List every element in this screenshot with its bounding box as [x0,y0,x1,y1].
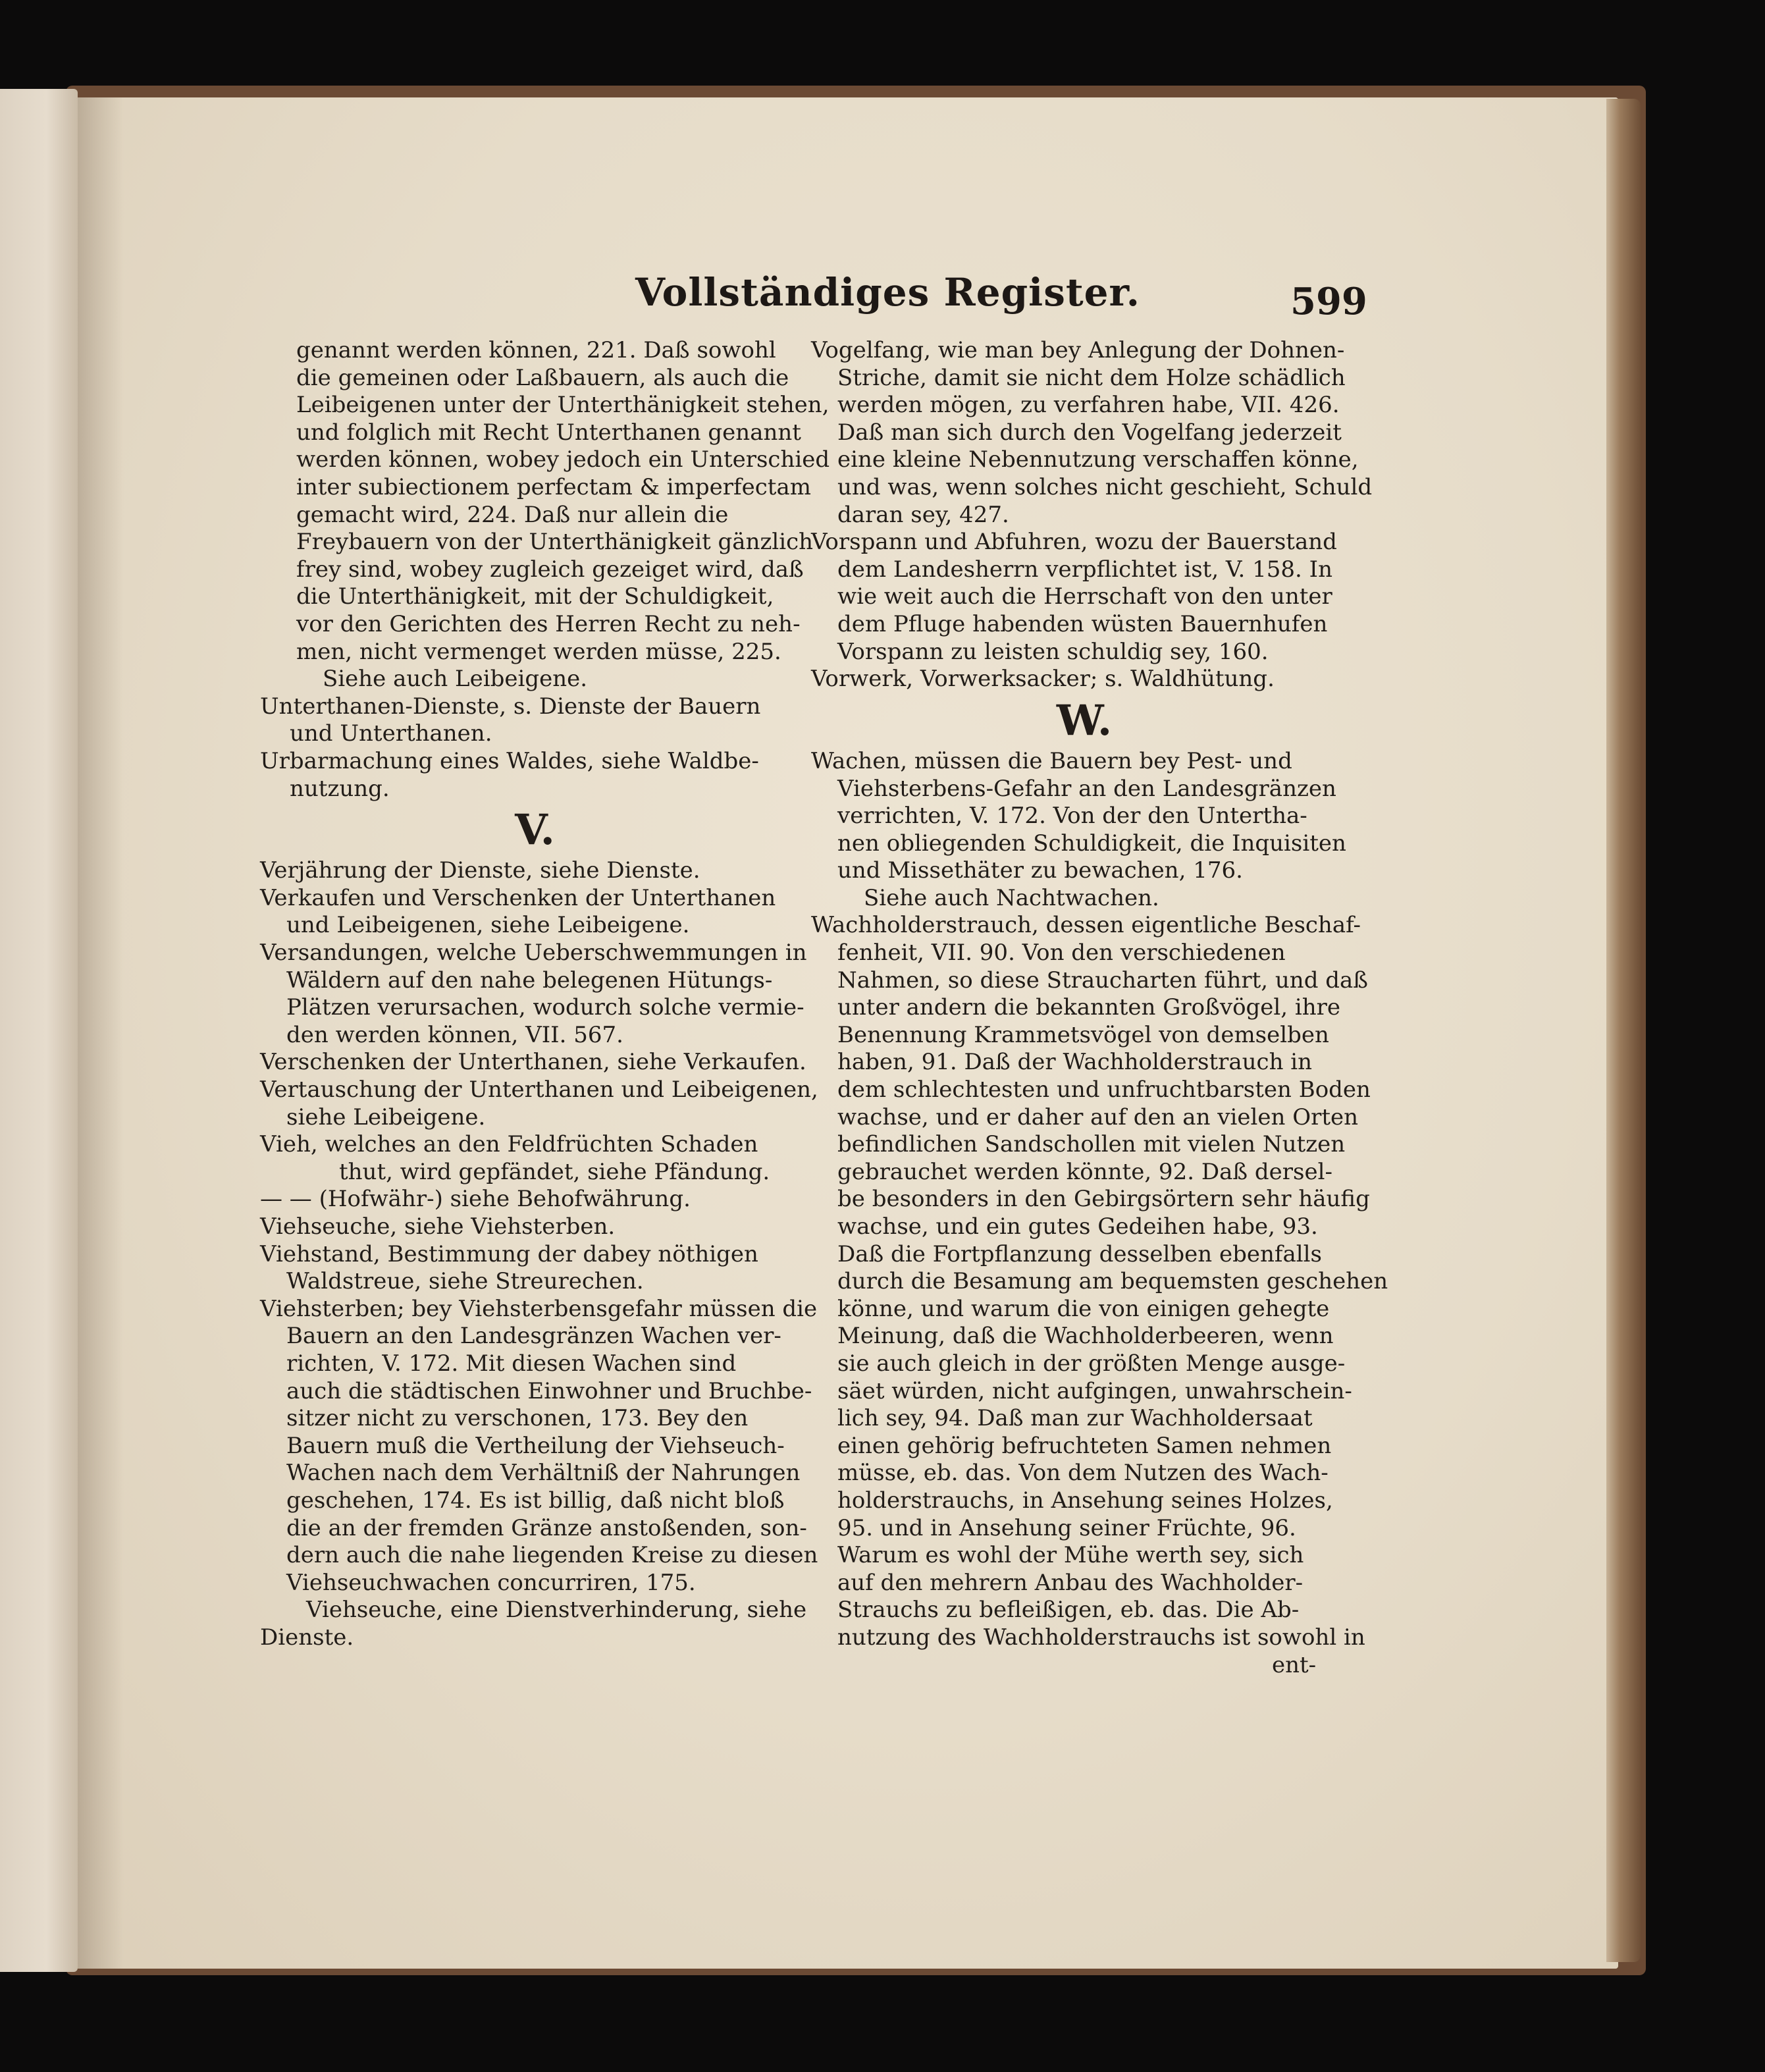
index-line: Verjährung der Dienste, siehe Dienste. [260,857,700,884]
index-line: Bauern muß die Vertheilung der Viehseuch- [286,1432,785,1459]
index-line: men, nicht vermenget werden müsse, 225. [296,638,781,665]
index-line: nutzung des Wachholderstrauchs ist sowohl in [837,1624,1365,1651]
index-line: und was, wenn solches nicht geschieht, Schuld [837,473,1373,500]
index-line: 95. und in Ansehung seiner Früchte, 96. [837,1514,1296,1541]
index-line: dem schlechtesten und unfruchtbarsten Boden [837,1076,1371,1103]
index-line: gebrauchet werden könnte, 92. Daß dersel- [837,1158,1332,1185]
index-line: Benennung Krammetsvögel von demselben [837,1021,1329,1048]
index-line: Wäldern auf den nahe belegenen Hütungs- [286,967,773,994]
index-line: fenheit, VII. 90. Von den verschiedenen [837,940,1286,967]
index-line: Viehseuche, eine Dienstverhinderung, siehe [306,1597,807,1624]
index-line: Versandungen, welche Ueberschwemmungen in [260,940,807,967]
index-line: be besonders in den Gebirgsörtern sehr häufig [837,1186,1370,1213]
running-title: Vollständiges Register. [635,270,1140,315]
index-line: und Unterthanen. [290,720,492,747]
index-line: holderstrauchs, in Ansehung seines Holzes, [837,1487,1333,1514]
index-line: einen gehörig befruchteten Samen nehmen [837,1432,1332,1459]
section-heading: V. [515,805,555,855]
index-line: Verschenken der Unterthanen, siehe Verkaufen. [260,1049,806,1076]
index-line: Wachen, müssen die Bauern bey Pest- und [811,747,1292,774]
index-line: werden mögen, zu verfahren habe, VII. 426. [837,392,1340,419]
index-line: richten, V. 172. Mit diesen Wachen sind [286,1350,737,1377]
index-line: haben, 91. Daß der Wachholderstrauch in [837,1049,1313,1076]
index-line: Viehsterbens-Gefahr an den Landesgränzen [837,775,1336,802]
index-line: Unterthanen-Dienste, s. Dienste der Bauern [260,693,761,720]
index-line: Vorspann und Abfuhren, wozu der Bauerstand [811,529,1337,556]
index-line: nen obliegenden Schuldigkeit, die Inquisiten [837,830,1346,857]
index-line: ent- [1272,1651,1317,1678]
index-line: wachse, und er daher auf den an vielen Orten [837,1103,1358,1130]
index-line: Vieh, welches an den Feldfrüchten Schaden [260,1131,758,1158]
index-line: Bauern an den Landesgränzen Wachen ver- [286,1323,781,1350]
index-line: Viehsterben; bey Viehsterbensgefahr müssen die [260,1295,818,1322]
index-line: Vogelfang, wie man bey Anlegung der Dohnen- [811,337,1345,363]
index-line: Daß die Fortpflanzung desselben ebenfalls [837,1240,1322,1267]
left-column [260,337,830,1652]
index-line: — — (Hofwähr-) siehe Behofwährung. [260,1186,691,1213]
index-line: daran sey, 427. [837,501,1009,528]
index-line: wie weit auch die Herrschaft von den unter [837,583,1332,610]
index-line: Viehseuche, siehe Viehsterben. [260,1213,616,1240]
page-number: 599 [1290,280,1367,323]
index-line: den werden können, VII. 567. [286,1021,623,1048]
index-line: geschehen, 174. Es ist billig, daß nicht bloß [286,1487,785,1514]
index-line: thut, wird gepfändet, siehe Pfändung. [339,1158,770,1185]
index-line: Dienste. [260,1624,354,1651]
index-line: Warum es wohl der Mühe werth sey, sich [837,1542,1304,1569]
index-line: gemacht wird, 224. Daß nur allein die [296,501,729,528]
index-line: die gemeinen oder Laßbauern, als auch die [296,364,789,391]
index-line: durch die Besamung am bequemsten geschehen [837,1268,1388,1295]
index-line: Viehseuchwachen concurriren, 175. [286,1569,696,1596]
index-line: Striche, damit sie nicht dem Holze schädlich [837,364,1346,391]
index-line: siehe Leibeigene. [286,1103,486,1130]
index-line: Verkaufen und Verschenken der Unterthanen [260,884,776,911]
index-line: Siehe auch Leibeigene. [323,666,588,693]
spine-shadow [78,97,124,1969]
index-line: Vertauschung der Unterthanen und Leibeigenen, [260,1076,818,1103]
index-line: auch die städtischen Einwohner und Bruchbe- [286,1377,812,1404]
section-heading: W. [1056,695,1113,745]
index-line: Vorwerk, Vorwerksacker; s. Waldhütung. [811,666,1275,693]
index-line: könne, und warum die von einigen gehegte [837,1295,1330,1322]
index-line: dem Landesherrn verpflichtet ist, V. 158. In [837,556,1333,583]
index-line: und Missethäter zu bewachen, 176. [837,857,1243,884]
index-line: genannt werden können, 221. Daß sowohl [296,337,776,363]
index-line: Vorspann zu leisten schuldig sey, 160. [837,638,1269,665]
index-line: Daß man sich durch den Vogelfang jederzeit [837,419,1342,446]
index-line: verrichten, V. 172. Von der den Untertha- [837,803,1307,830]
index-line: nutzung. [290,775,390,802]
index-line: Meinung, daß die Wachholderbeeren, wenn [837,1323,1334,1350]
index-line: Leibeigenen unter der Unterthänigkeit stehen, [296,392,830,419]
index-line: Nahmen, so diese Straucharten führt, und daß [837,967,1369,994]
index-line: Waldstreue, siehe Streurechen. [286,1268,644,1295]
index-line: Wachen nach dem Verhältniß der Nahrungen [286,1460,801,1487]
index-line: Urbarmachung eines Waldes, siehe Waldbe- [260,747,759,774]
index-line: frey sind, wobey zugleich gezeiget wird, daß [296,556,804,583]
index-line: Strauchs zu befleißigen, eb. das. Die Ab- [837,1597,1300,1624]
index-line: auf den mehrern Anbau des Wachholder- [837,1569,1304,1596]
index-line: befindlichen Sandschollen mit vielen Nutzen [837,1131,1346,1158]
index-line: dem Pfluge habenden wüsten Bauernhufen [837,610,1328,637]
index-line: vor den Gerichten des Herren Recht zu neh- [296,610,801,637]
index-line: sie auch gleich in der größten Menge ausge- [837,1350,1346,1377]
index-line: wachse, und ein gutes Gedeihen habe, 93. [837,1213,1318,1240]
index-line: die Unterthänigkeit, mit der Schuldigkeit, [296,583,774,610]
index-line: inter subiectionem perfectam & imperfectam [296,473,811,500]
index-line: lich sey, 94. Daß man zur Wachholdersaat [837,1405,1313,1432]
index-line: und folglich mit Recht Unterthanen genannt [296,419,801,446]
index-line: werden können, wobey jedoch ein Unterschied [296,446,830,473]
page-fore-edge [1606,99,1641,1962]
index-line: die an der fremden Gränze anstoßenden, son- [286,1514,807,1541]
index-line: Plätzen verursachen, wodurch solche vermie- [286,994,804,1021]
index-line: eine kleine Nebennutzung verschaffen könne, [837,446,1359,473]
index-line: und Leibeigenen, siehe Leibeigene. [286,912,690,939]
index-line: müsse, eb. das. Von dem Nutzen des Wach- [837,1460,1329,1487]
index-line: Wachholderstrauch, dessen eigentliche Beschaf- [811,912,1361,939]
left-page-edge [0,89,78,1972]
index-line: dern auch die nahe liegenden Kreise zu diesen [286,1542,818,1569]
index-line: Freybauern von der Unterthänigkeit gänzlich [296,529,814,556]
index-line: Viehstand, Bestimmung der dabey nöthigen [260,1240,758,1267]
right-column [811,337,1388,1679]
index-line: säet würden, nicht aufgingen, unwahrschein- [837,1377,1352,1404]
index-line: unter andern die bekannten Großvögel, ihre [837,994,1341,1021]
index-line: sitzer nicht zu verschonen, 173. Bey den [286,1405,749,1432]
index-line: Siehe auch Nachtwachen. [864,884,1159,911]
